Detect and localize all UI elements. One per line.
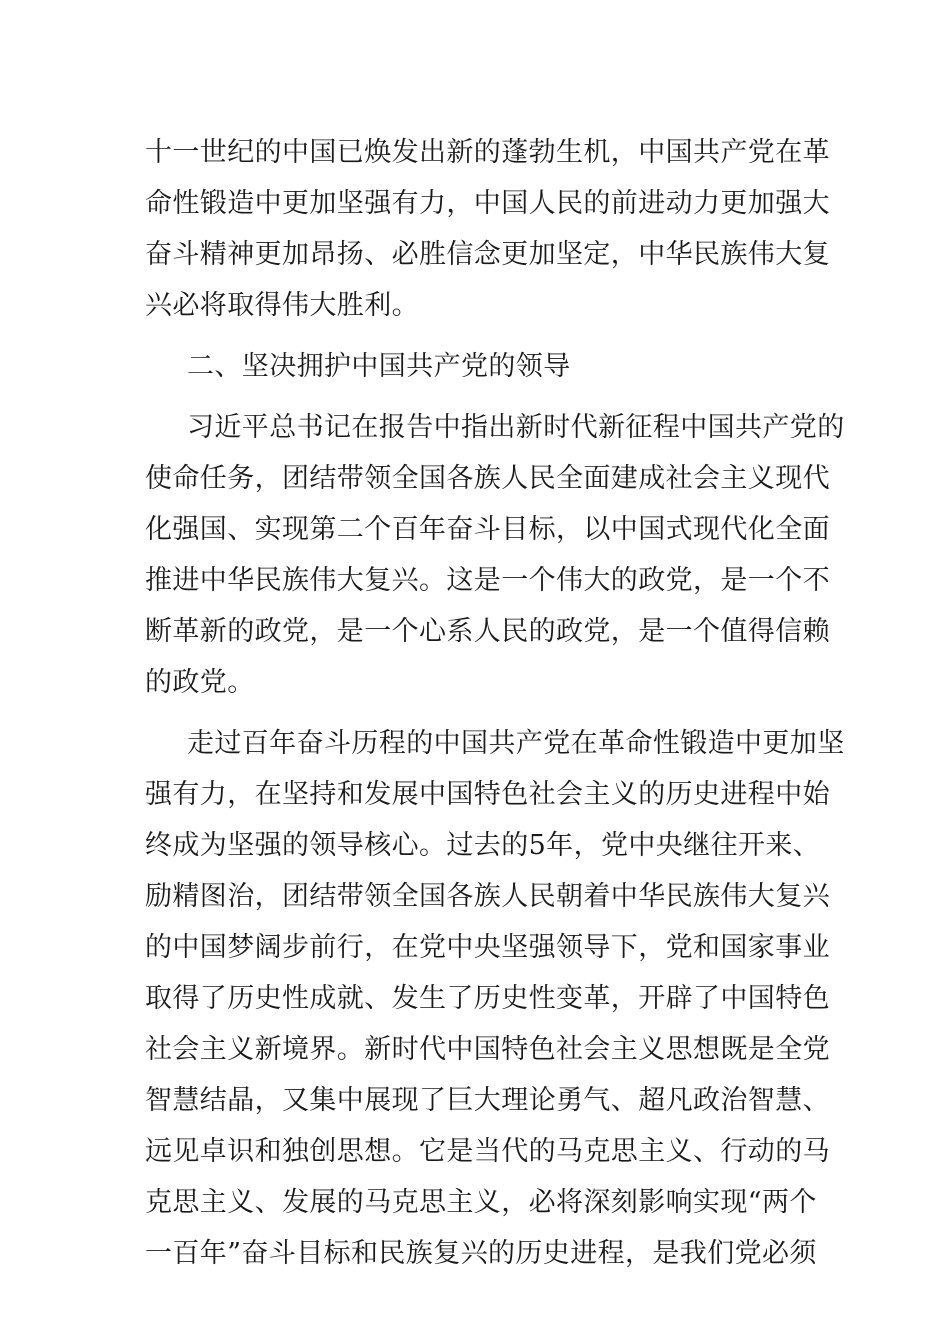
paragraph-line: 断革新的政党，是一个心系人民的政党，是一个值得信赖 xyxy=(145,616,830,647)
paragraph-line: 社会主义新境界。新时代中国特色社会主义思想既是全党 xyxy=(145,1034,830,1065)
paragraph-2 xyxy=(145,402,845,708)
paragraph-line: 智慧结晶，又集中展现了巨大理论勇气、超凡政治智慧、 xyxy=(145,1085,830,1116)
paragraph-line: 远见卓识和独创思想。它是当代的马克思主义、行动的马 xyxy=(145,1136,830,1167)
paragraph-line: 使命任务，团结带领全国各族人民全面建成社会主义现代 xyxy=(145,463,830,494)
paragraph-line: 克思主义、发展的马克思主义，必将深刻影响实现“两个 xyxy=(145,1187,817,1218)
paragraph-line: 化强国、实现第二个百年奋斗目标，以中国式现代化全面 xyxy=(145,514,830,545)
paragraph-line: 兴必将取得伟大胜利。 xyxy=(145,290,419,321)
paragraph-line: 励精图治，团结带领全国各族人民朝着中华民族伟大复兴 xyxy=(145,881,830,912)
paragraph-line: 推进中华民族伟大复兴。这是一个伟大的政党，是一个不 xyxy=(145,565,830,596)
paragraph-line: 一百年”奋斗目标和民族复兴的历史进程，是我们党必须 xyxy=(145,1238,817,1269)
paragraph-line: 终成为坚强的领导核心。过去的5年，党中央继往开来、 xyxy=(145,830,821,861)
paragraph-line: 十一世纪的中国已焕发出新的蓬勃生机，中国共产党在革 xyxy=(145,137,830,168)
section-heading-text: 二、坚决拥护中国共产党的领导 xyxy=(187,351,571,382)
paragraph-line: 习近平总书记在报告中指出新时代新征程中国共产党的 xyxy=(187,412,845,443)
paragraph-1 xyxy=(145,127,830,331)
paragraph-line: 命性锻造中更加坚强有力，中国人民的前进动力更加强大 xyxy=(145,188,830,219)
paragraph-line: 强有力，在坚持和发展中国特色社会主义的历史进程中始 xyxy=(145,779,830,810)
paragraph-line: 奋斗精神更加昂扬、必胜信念更加坚定，中华民族伟大复 xyxy=(145,239,830,270)
document-body xyxy=(145,127,845,1279)
paragraph-line: 的中国梦阔步前行，在党中央坚强领导下，党和国家事业 xyxy=(145,932,830,963)
paragraph-line: 走过百年奋斗历程的中国共产党在革命性锻造中更加坚 xyxy=(187,728,845,759)
section-heading xyxy=(145,341,815,392)
paragraph-line: 取得了历史性成就、发生了历史性变革，开辟了中国特色 xyxy=(145,983,830,1014)
paragraph-3 xyxy=(145,718,845,1279)
paragraph-line: 的政党。 xyxy=(145,667,255,698)
